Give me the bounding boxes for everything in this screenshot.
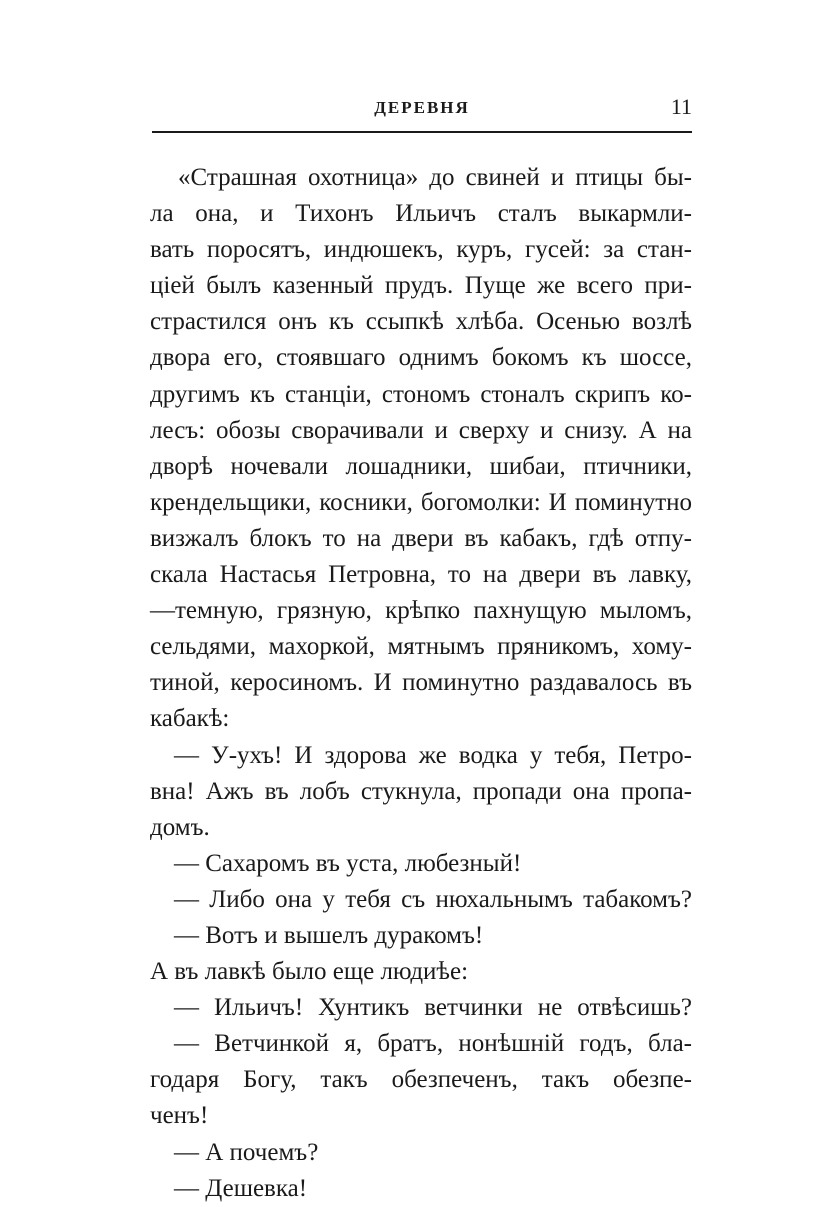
dialogue-line: — Либо она у тебя съ нюхальнымъ табакомъ? [174,885,692,913]
text-line: визжалъ блокъ то на двери въ кабакъ, гдѣ отпу- [150,524,692,552]
body-text [150,160,692,1207]
dialogue-line: — Дешевка! [174,1174,308,1202]
text-line: ла она, и Тихонъ Ильичъ сталъ выкармли- [150,200,692,228]
page-header [152,94,692,126]
dialogue-line: — Сахаромъ въ уста, любезный! [174,849,522,877]
text-line: А въ лавкѣ было еще людиѣе: [150,958,469,986]
text-line: крендельщики, косники, богомолки: И поминутно [150,488,692,516]
dialogue-line: — Ветчинкой я, братъ, нонѣшній годъ, бла- [174,1030,692,1058]
text-line: —темную, грязную, крѣпко пахнущую мыломъ, [150,597,692,625]
text-line: домъ. [150,813,210,841]
running-title: ДЕРЕВНЯ [374,98,470,117]
text-line: страстился онъ къ ссыпкѣ хлѣба. Осенью возлѣ [150,308,692,336]
text-line: лесъ: обозы сворачивали и сверху и снизу. А на [150,416,692,444]
text-line: «Страшная охотница» до свиней и птицы бы- [178,164,692,191]
text-line: годаря Богу, такъ обезпеченъ, такъ обезпе- [150,1066,692,1094]
text-line: сельдями, махоркой, мятнымъ пряникомъ, хому- [150,633,692,661]
text-line: двора его, стоявшаго однимъ бокомъ къ шоссе, [150,344,692,372]
dialogue-line: — А почемъ? [174,1138,319,1166]
text-line: ціей былъ казенный прудъ. Пуще же всего при- [150,272,692,300]
text-line: другимъ къ станціи, стономъ стоналъ скрипъ ко- [150,380,692,408]
dialogue-line: — Вотъ и вышелъ дуракомъ! [174,921,484,949]
text-line: вна! Ажъ въ лобъ стукнула, пропади она пропа- [150,777,692,805]
header-rule [152,131,692,133]
text-line: ченъ! [150,1102,209,1130]
text-line: кабакѣ: [150,705,230,733]
dialogue-line: — Ильичъ! Хунтикъ ветчинки не отвѣсишь? [174,994,692,1022]
text-line: тиной, керосиномъ. И поминутно раздавалось въ [150,669,692,697]
text-line: скала Настасья Петровна, то на двери въ лавку, [150,561,692,589]
text-line: вать поросятъ, индюшекъ, куръ, гусей: за стан- [150,236,692,264]
page-number: 11 [670,94,692,119]
dialogue-line: — У-ухъ! И здорова же водка у тебя, Петро- [174,741,692,769]
text-line: дворѣ ночевали лошадники, шибаи, птичники, [150,452,692,480]
